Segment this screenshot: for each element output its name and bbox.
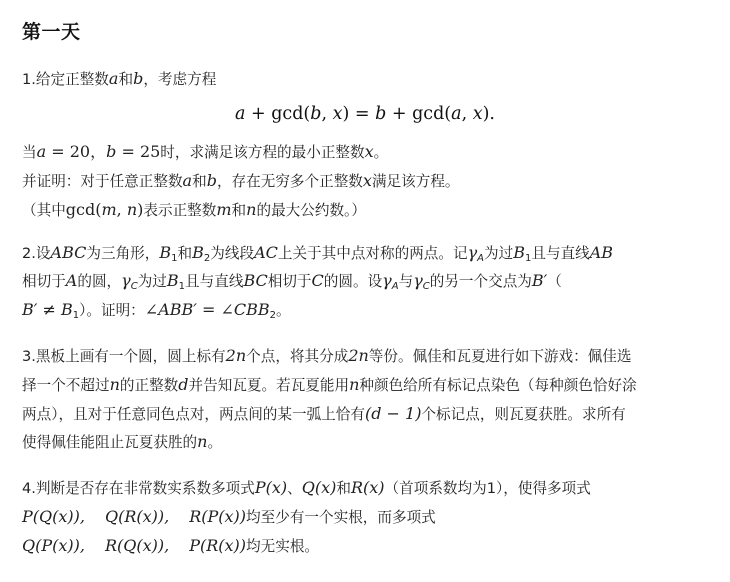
math-var: b	[133, 69, 144, 88]
math-var: b	[375, 104, 387, 124]
math-var: a	[182, 171, 193, 190]
problem-4-line-2	[22, 506, 436, 529]
page-title: 第一天	[22, 21, 81, 43]
math-var: B	[192, 243, 204, 262]
math-expression: (d − 1)	[364, 404, 422, 423]
problem-2-line-3	[22, 299, 291, 327]
math-var: 2n	[225, 346, 247, 365]
text: 与	[398, 273, 414, 290]
problem-1-equation	[0, 104, 730, 124]
math-var: γ	[467, 243, 478, 262]
math-var: B′	[531, 271, 548, 290]
math-var: n	[126, 200, 138, 219]
text: （首项系数均为1），使得多项式	[384, 480, 591, 497]
text: 的正整数	[119, 377, 179, 394]
math-text: = 25	[116, 142, 161, 161]
text: 并证明：对于任意正整数	[22, 173, 183, 190]
problem-4-line-3	[22, 535, 319, 558]
text: 的另一个交点为	[429, 273, 532, 290]
math-expression: P(R(x))	[189, 536, 247, 555]
math-var: a	[36, 142, 47, 161]
problem-1-intro	[22, 68, 216, 91]
subscript: 1	[524, 253, 532, 264]
problem-3-line-1	[22, 345, 632, 368]
text: 满足该方程。	[371, 173, 460, 190]
math-var: γ	[382, 271, 392, 290]
text: 3.黑板上画有一个圆，圆上标有	[22, 348, 226, 365]
math-var: x	[362, 171, 372, 190]
math-var: m	[216, 200, 232, 219]
text: （	[547, 273, 562, 290]
math-var: b	[106, 142, 117, 161]
math-text: ,	[461, 104, 473, 124]
text: 等份。佩佳和瓦夏进行如下游戏：佩佳选	[368, 348, 632, 365]
math-text: + gcd(	[245, 104, 311, 124]
subscript: 1	[178, 281, 186, 292]
math-expression: P(Q(x)),	[22, 507, 85, 526]
problem-3-line-4	[22, 431, 222, 454]
text: 表示正整数	[143, 202, 217, 219]
problem-1-question	[22, 141, 388, 164]
text: 相切于	[267, 273, 312, 290]
math-var: b	[310, 104, 322, 124]
text: 1.给定正整数	[22, 71, 109, 88]
math-expression: P(x)	[254, 478, 288, 497]
math-expression: R(x)	[350, 478, 385, 497]
text: 、	[287, 480, 302, 497]
text: 为三角形，	[86, 245, 160, 262]
text: 均无实根。	[246, 538, 320, 555]
text: 4.判断是否存在非常数实系数多项式	[22, 480, 255, 497]
text: 种颜色给所有标记点染色（每种颜色恰好涂	[359, 377, 637, 394]
math-var: γ	[413, 271, 423, 290]
math-var: m	[101, 200, 117, 219]
math-var: BC	[243, 271, 268, 290]
math-expression: ∠ABB′ = ∠CBB	[144, 300, 270, 319]
problem-3-line-3	[22, 403, 626, 426]
math-text: + gcd(	[386, 104, 452, 124]
text: 为线段	[210, 245, 255, 262]
math-var: A	[65, 271, 78, 290]
math-var: n	[246, 200, 257, 219]
text: 和	[336, 480, 351, 497]
problem-4-line-1	[22, 477, 591, 500]
subscript: A	[391, 281, 399, 292]
text: 。	[207, 434, 223, 451]
subscript: 2	[269, 310, 277, 321]
text: （其中	[22, 202, 66, 219]
math-var: 2n	[348, 346, 369, 365]
text: 两点），且对于任意同色点对，两点间的某一弧上恰有	[22, 406, 365, 423]
text: ）。证明：	[79, 302, 145, 319]
math-text: ,	[116, 200, 127, 219]
text: ，存在无穷多个正整数	[216, 173, 363, 190]
text: 相切于	[22, 273, 66, 290]
math-var: a	[451, 104, 462, 124]
text: ，考虑方程	[143, 71, 217, 88]
math-expression: R(P(x))	[189, 507, 247, 526]
text: 使得佩佳能阻止瓦夏获胜的	[22, 434, 198, 451]
text: 的圆。设	[323, 273, 383, 290]
math-text: ) =	[342, 104, 376, 124]
math-text: = 20，	[46, 142, 107, 161]
math-text: ,	[321, 104, 333, 124]
text: 为过	[137, 273, 167, 290]
problem-3-line-2	[22, 374, 637, 397]
math-expression: R(Q(x)),	[104, 536, 170, 555]
text: 的最大公约数。）	[256, 202, 366, 219]
math-var: b	[206, 171, 217, 190]
text: 为过	[484, 245, 514, 262]
text: 个标记点，则瓦夏获胜。求所有	[421, 406, 626, 423]
subscript: 1	[171, 253, 178, 264]
text: 和	[231, 202, 247, 219]
problem-1-proof	[22, 170, 460, 193]
text: 时，求满足该方程的最小正整数	[160, 144, 365, 161]
math-text: )	[137, 200, 144, 219]
text: 当	[22, 144, 37, 161]
text: 上关于其中点对称的两点。记	[277, 245, 468, 262]
math-var: B′	[22, 300, 38, 319]
math-var: n	[109, 375, 120, 394]
text: 择一个不超过	[22, 377, 110, 394]
math-var: x	[332, 104, 343, 124]
math-var: B	[159, 243, 172, 262]
subscript: C	[422, 281, 430, 292]
text: 个点，将其分成	[246, 348, 349, 365]
math-var: AB	[589, 243, 614, 262]
math-var: B	[513, 243, 525, 262]
text: 和	[118, 71, 134, 88]
math-var: x	[364, 142, 374, 161]
math-text: gcd(	[65, 200, 102, 219]
math-var: n	[349, 375, 360, 394]
text: 的圆，	[77, 273, 122, 290]
subscript: C	[130, 281, 138, 292]
problem-2-line-1	[22, 242, 613, 270]
text: 。	[373, 144, 389, 161]
text: 并告知瓦夏。若瓦夏能用	[188, 377, 350, 394]
problem-1-note	[22, 199, 366, 222]
problem-2-line-2	[22, 270, 562, 298]
math-var: B	[60, 300, 73, 319]
text: 和	[192, 173, 207, 190]
math-expression: Q(x)	[301, 478, 337, 497]
math-expression: Q(P(x)),	[22, 536, 85, 555]
math-var: d	[178, 375, 189, 394]
math-var: a	[108, 69, 119, 88]
math-text: ≠	[37, 300, 61, 319]
text: 且与直线	[531, 245, 590, 262]
text: 均至少有一个实根，而多项式	[246, 509, 436, 526]
subscript: 2	[203, 253, 211, 264]
math-var: γ	[121, 271, 131, 290]
math-text: ).	[482, 104, 495, 124]
math-expression: Q(R(x)),	[104, 507, 170, 526]
text: 和	[177, 245, 193, 262]
math-var: ABC	[50, 243, 87, 262]
math-var: a	[235, 104, 246, 124]
text: 2.设	[22, 245, 51, 262]
math-var: n	[197, 432, 208, 451]
math-var: AC	[254, 243, 278, 262]
math-var: B	[166, 271, 179, 290]
subscript: A	[477, 253, 484, 264]
text: 。	[276, 302, 291, 319]
text: 且与直线	[185, 273, 244, 290]
math-var: C	[311, 271, 324, 290]
subscript: 1	[72, 310, 80, 321]
math-var: x	[472, 104, 483, 124]
